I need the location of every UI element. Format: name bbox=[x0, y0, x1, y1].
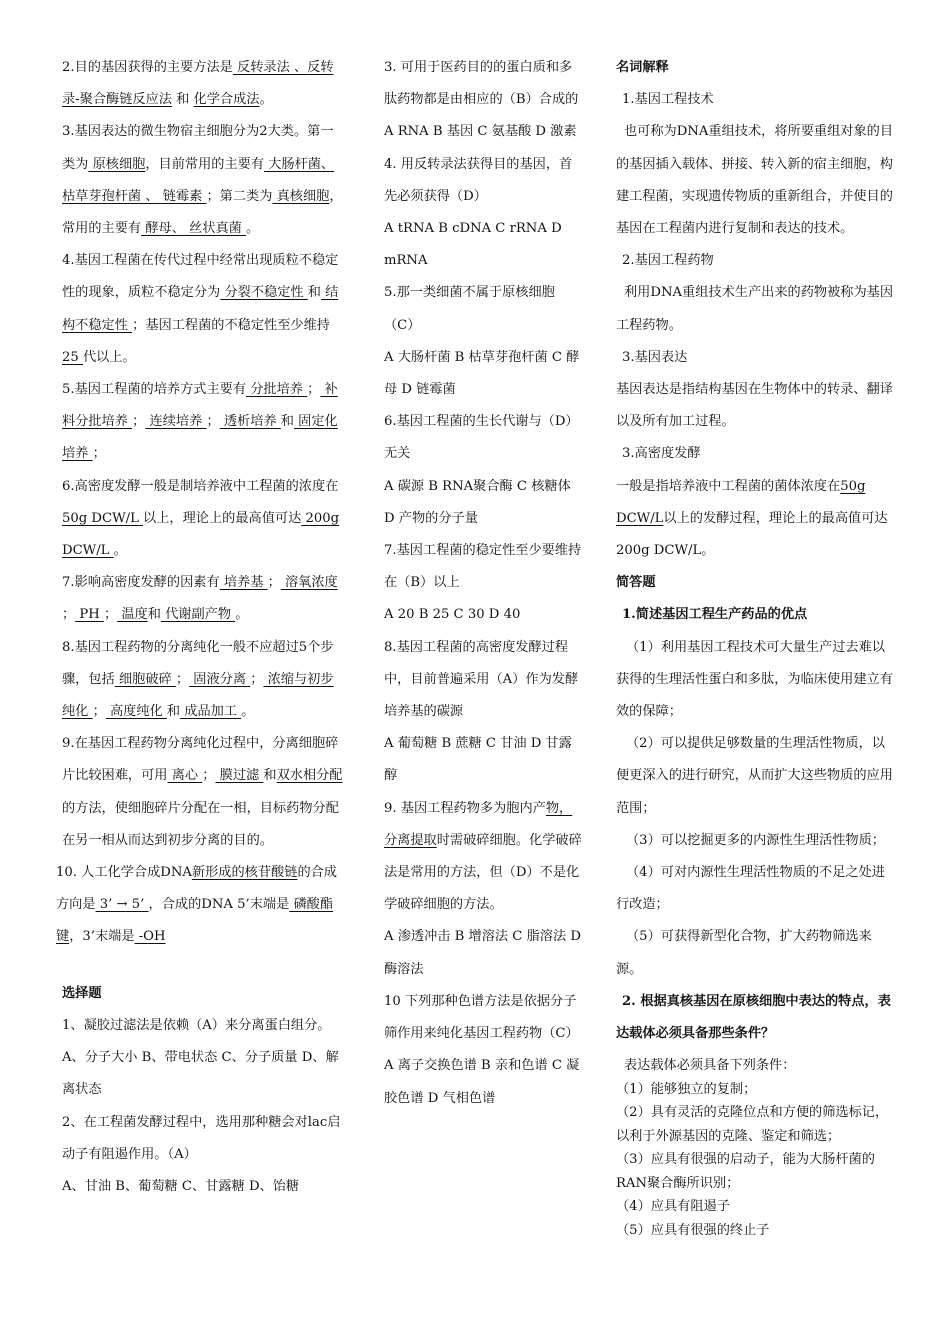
question-text: ； bbox=[267, 575, 281, 591]
spacer bbox=[62, 954, 344, 978]
question-text: 8.基因工程药物的分离纯化一般不应超过5个步骤，包括 bbox=[62, 639, 334, 687]
answer-blank: 分裂不稳定性 bbox=[220, 285, 308, 301]
answer-blank: 真核细胞 bbox=[272, 188, 330, 204]
mc-question-1: 1、凝胶过滤法是依赖（A）来分离蛋白组分。A、分子大小 B、带电状态 C、分子质量 D、解离状态 bbox=[62, 1017, 339, 1098]
term-title: 3.基因表达 bbox=[622, 349, 688, 365]
answer-item: （2）可以提供足够数量的生理活性物质，以便更深入的进行研究，从而扩大这些物质的应用范围； bbox=[616, 736, 893, 816]
question-text: 。 bbox=[259, 92, 273, 108]
answer-blank: 大肠杆菌、 枯草芽孢杆菌 、 链霉素 bbox=[62, 156, 335, 204]
question-text: 10. 人工化学合成DNA bbox=[56, 865, 192, 881]
question-text: ； bbox=[250, 671, 264, 687]
answer-item: （1）利用基因工程技术可大量生产过去难以获得的生理活性蛋白和多肽，为临床使用建立有效的保障； bbox=[616, 639, 893, 720]
answer-blank: 50g DCW/L bbox=[62, 510, 144, 526]
question-7 bbox=[62, 567, 344, 631]
question-text: ； bbox=[92, 704, 106, 720]
question-text: ； bbox=[132, 414, 146, 430]
question-text: ；第二类为 bbox=[206, 188, 273, 204]
question-text: ； bbox=[103, 607, 118, 623]
answer-blank: 浓缩与初步纯化 bbox=[62, 671, 334, 720]
column-fill-in-blanks bbox=[56, 52, 344, 1203]
answer-blank: 磷酸酯键 bbox=[56, 897, 334, 945]
question-text: 和 bbox=[147, 607, 161, 623]
question-3 bbox=[62, 116, 344, 245]
underlined-text: 50g DCW/L bbox=[616, 478, 866, 526]
mc-question-3-options: A RNA B 基因 C 氨基酸 D 激素 bbox=[384, 124, 577, 140]
question-5 bbox=[62, 374, 344, 471]
answer-blank: 3’ → 5’ bbox=[95, 897, 149, 913]
answer-item: （1）能够独立的复制； bbox=[616, 1081, 757, 1097]
mc-question-10: 10 下列那种色谱方法是依据分子筛作用来纯化基因工程药物（C） bbox=[384, 993, 579, 1042]
question-4 bbox=[62, 245, 344, 374]
question-text: ，目前常用的主要有 bbox=[145, 156, 265, 172]
question-text: ；基因工程菌的不稳定性至少维持 bbox=[132, 317, 330, 333]
question-text: 和 bbox=[263, 768, 277, 784]
column-multiple-choice bbox=[384, 52, 584, 1115]
answer-blank: 细胞破碎 bbox=[114, 671, 176, 687]
definition-text: 200g DCW/L bbox=[616, 543, 702, 559]
answer-blank: 成品加工 bbox=[180, 704, 242, 720]
mc-question-7: 7.基因工程菌的稳定性至少要维持在（B）以上 bbox=[384, 543, 582, 591]
section-heading-short-answer: 简答题 bbox=[616, 575, 656, 591]
definition-text: 。 bbox=[701, 543, 715, 559]
question-text: ； bbox=[62, 607, 76, 623]
answer-blank: 温度 bbox=[117, 607, 148, 623]
answer-blank: -OH bbox=[134, 929, 166, 945]
term-definition: 也可称为DNA重组技术，将所要重组对象的目的基因插入载体、拼接、转入新的宿主细胞，构建工程菌，实现遗传物质的重新组合，并使目的基因在工程菌内进行复制和表达的技术。 bbox=[616, 124, 894, 237]
short-answer-question-1: 1.简述基因工程生产药品的优点 bbox=[622, 607, 808, 623]
answer-blank: 酵母、 丝状真菌 bbox=[141, 221, 247, 237]
question-text: 7.影响高密度发酵的因素有 bbox=[62, 575, 220, 591]
question-text: 3.基因表达的微生物宿主细胞分为2大类。第一类为 bbox=[62, 124, 334, 172]
question-text: ； bbox=[175, 671, 190, 687]
mc-question-2-options: A、甘油 B、葡萄糖 C、甘露糖 D、饴糖 bbox=[62, 1178, 300, 1194]
question-text: 6.高密度发酵一般是制培养液中工程菌的浓度在 bbox=[62, 478, 339, 494]
underlined-text: 物，分离提取 bbox=[384, 800, 573, 848]
answer-blank: 培养基 bbox=[219, 575, 268, 591]
question-text: 和 bbox=[171, 92, 194, 108]
answer-blank: 代谢副产物 bbox=[160, 607, 236, 623]
question-text: 9.在基因工程药物分离纯化过程中，分离细胞碎片比较困难，可用 bbox=[62, 736, 339, 784]
mc-question-6-options: A 碳源 B RNA聚合酶 C 核糖体 D 产物的分子量 bbox=[384, 478, 571, 526]
answer-blank: 反转录-聚合酶链反应法 bbox=[62, 60, 334, 108]
answer-item: （4）应具有阻遏子 bbox=[616, 1199, 730, 1215]
answer-blank: 双水相分配 bbox=[276, 768, 343, 784]
question-2 bbox=[62, 52, 344, 116]
question-text: 和 bbox=[307, 285, 321, 301]
question-text: ； bbox=[202, 768, 216, 784]
question-text: 。 bbox=[241, 704, 255, 720]
mc-question-8-options: A 葡萄糖 B 蔗糖 C 甘油 D 甘露醇 bbox=[384, 736, 572, 784]
mc-question-5-options: A 大肠杆菌 B 枯草芽孢杆菌 C 酵母 D 链霉菌 bbox=[384, 349, 580, 398]
mc-question-10-options: A 离子交换色谱 B 亲和色谱 C 凝胶色谱 D 气相色谱 bbox=[384, 1058, 580, 1106]
answer-blank: 连续培养 bbox=[145, 414, 207, 430]
question-text: 和 bbox=[166, 704, 181, 720]
answer-item: （2）具有灵活的克隆位点和方便的筛选标记，以利于外源基因的克隆、鉴定和筛选； bbox=[616, 1105, 889, 1144]
question-text: 以上，理论上的最高值可达 bbox=[143, 510, 302, 526]
mc-question-9-options: A 渗透冲击 B 增溶法 C 脂溶法 D 酶溶法 bbox=[384, 929, 581, 977]
answer-item: （3）可以挖掘更多的内源性生理活性物质； bbox=[626, 832, 885, 848]
answer-blank: PH bbox=[75, 607, 104, 623]
term-definition bbox=[616, 471, 896, 568]
answer-blank: 透析培养 bbox=[219, 414, 281, 430]
answer-item: （3）应具有很强的启动子，能为大肠杆菌的RAN聚合酶所识别； bbox=[616, 1152, 875, 1191]
question-text: 的方法，使细胞碎片分配在一相，目标药物分配在另一相从而达到初步分离的目的。 bbox=[62, 800, 339, 848]
answer-blank: 原核细胞 bbox=[88, 156, 146, 172]
mc-question-6: 6.基因工程菌的生长代谢与（D）无关 bbox=[384, 414, 579, 462]
column-terms-and-short-answers bbox=[616, 52, 896, 1242]
mc-question-8: 8.基因工程菌的高密度发酵过程中，目前普遍采用（A）作为发酵培养基的碳源 bbox=[384, 639, 579, 720]
question-text: 代以上。 bbox=[82, 349, 136, 365]
term-title: 3.高密度发酵 bbox=[622, 446, 701, 462]
question-text: 。 bbox=[113, 543, 127, 559]
question-text: ，常用的主要有 bbox=[62, 188, 343, 237]
answer-item: （5）可获得新型化合物，扩大药物筛选来源。 bbox=[616, 929, 872, 977]
question-text: 9. 基因工程药物多为胞内产 bbox=[384, 800, 546, 816]
mc-question-7-options: A 20 B 25 C 30 D 40 bbox=[384, 607, 521, 623]
answer-blank: 膜过滤 bbox=[215, 768, 264, 784]
answer-blank: 补料分批培养 bbox=[62, 382, 338, 430]
question-text: 时需破碎细胞。化学破碎法是常用的方法，但（D）不是化学破碎细胞的方法。 bbox=[384, 832, 582, 913]
question-text: ； bbox=[206, 414, 220, 430]
answer-blank: 固液分离 bbox=[189, 671, 251, 687]
answer-blank: 反转录法 、 bbox=[232, 60, 308, 75]
answer-blank: 溶氧浓度 bbox=[280, 575, 338, 591]
definition-text: 以上的发酵过程，理论上的最高值可达 bbox=[663, 510, 888, 526]
definition-text: 一般是指培养液中工程菌的菌体浓度在 bbox=[616, 478, 841, 494]
question-8 bbox=[62, 632, 344, 729]
question-10 bbox=[56, 857, 344, 954]
question-text: ，3’末端是 bbox=[69, 929, 135, 945]
answer-blank: 新形成的核苷酸链 bbox=[191, 865, 298, 881]
term-definition: 基因表达是指结构基因在生物体中的转录、翻译以及所有加工过程。 bbox=[616, 382, 893, 430]
question-text: ，合成的DNA 5’末端是 bbox=[148, 897, 290, 913]
section-heading-multiple-choice: 选择题 bbox=[62, 985, 102, 1001]
answer-list bbox=[616, 1054, 896, 1242]
mc-question-4: 4. 用反转录法获得目的基因，首先必须获得（D） bbox=[384, 156, 573, 204]
answer-blank: 离心 bbox=[167, 768, 203, 784]
question-6 bbox=[62, 471, 344, 568]
answer-item: （5）应具有很强的终止子 bbox=[616, 1222, 770, 1238]
question-text: 。 bbox=[246, 221, 260, 237]
answer-blank: 化学合成法 bbox=[193, 92, 260, 108]
term-definition: 利用DNA重组技术生产出来的药物被称为基因工程药物。 bbox=[616, 285, 894, 333]
question-text: 2.目的基因获得的主要方法是 bbox=[62, 60, 233, 75]
answer-blank: 200g DCW/L bbox=[62, 510, 340, 559]
mc-question-9 bbox=[384, 793, 584, 922]
short-answer-question-2: 2. 根据真核基因在原核细胞中表达的特点，表达载体必须具备那些条件？ bbox=[616, 993, 891, 1042]
term-title: 1.基因工程技术 bbox=[622, 92, 714, 108]
answer-blank: 高度纯化 bbox=[105, 704, 167, 720]
question-text: 。 bbox=[235, 607, 249, 623]
question-text: 和 bbox=[280, 414, 294, 430]
term-title: 2.基因工程药物 bbox=[622, 253, 714, 269]
answer-intro: 表达载体必须具备下列条件： bbox=[624, 1058, 796, 1074]
answer-blank: 25 bbox=[62, 349, 83, 365]
answer-blank: 固定化培养 bbox=[62, 414, 338, 462]
question-text: ； bbox=[307, 382, 321, 398]
question-text: 的合成方向是 bbox=[56, 865, 337, 913]
question-text: 5.基因工程菌的培养方式主要有 bbox=[62, 382, 247, 398]
section-heading-terms: 名词解释 bbox=[616, 60, 669, 75]
mc-question-2: 2、在工程菌发酵过程中，选用那种糖会对lac启动子有阻遏作用。（A） bbox=[62, 1114, 341, 1162]
mc-question-3: 3. 可用于医药目的的蛋白质和多肽药物都是由相应的（B）合成的 bbox=[384, 60, 579, 108]
question-text: 4.基因工程菌在传代过程中经常出现质粒不稳定性的现象，质粒不稳定分为 bbox=[62, 253, 339, 301]
answer-item: （4）可对内源性生理活性物质的不足之处进行改造； bbox=[616, 865, 885, 913]
mc-question-4-options: A tRNA B cDNA C rRNA D mRNA bbox=[384, 221, 562, 269]
mc-question-5: 5.那一类细菌不属于原核细胞（C） bbox=[384, 285, 555, 333]
answer-blank: 分批培养 bbox=[246, 382, 308, 398]
answer-blank: 结构不稳定性 bbox=[62, 285, 339, 333]
question-9 bbox=[62, 728, 344, 857]
question-text: ； bbox=[92, 446, 106, 462]
